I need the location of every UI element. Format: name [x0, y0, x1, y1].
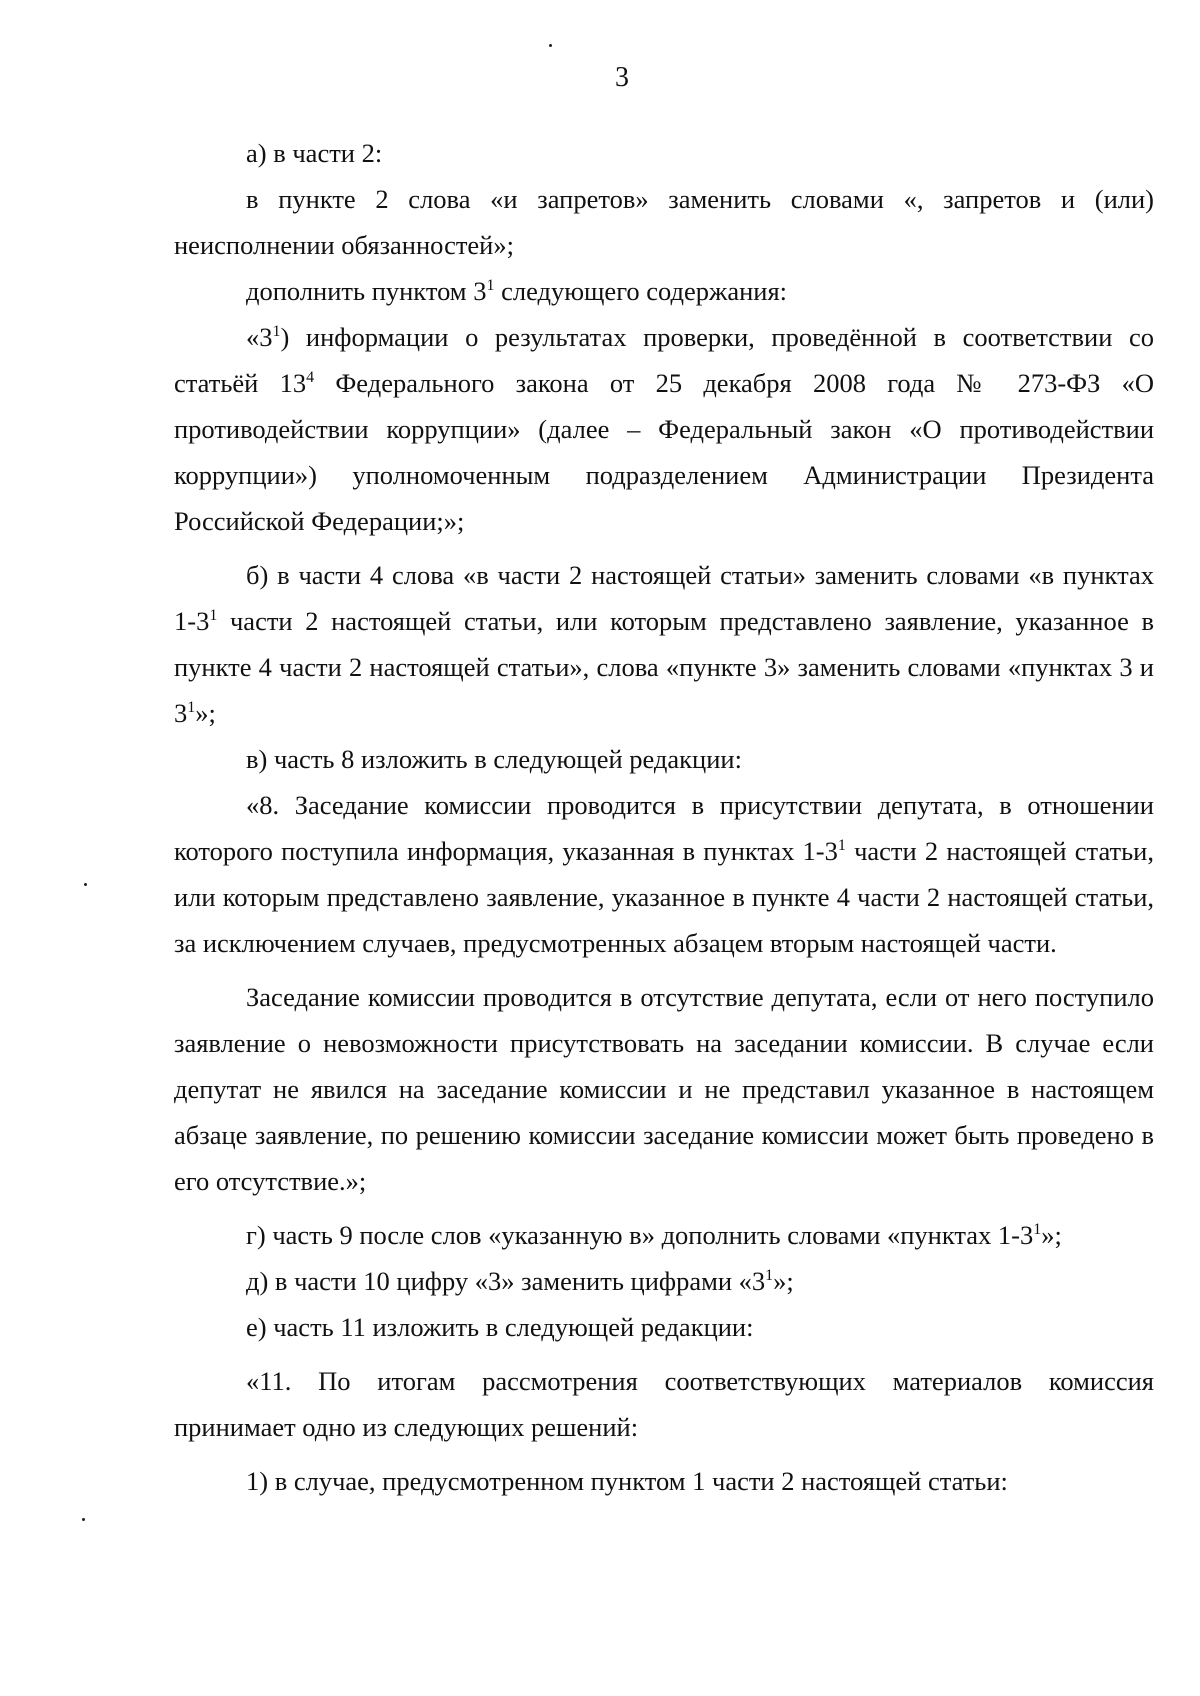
- paragraph-g-part9: [174, 1212, 1154, 1258]
- superscript: 4: [306, 369, 315, 386]
- text-fragment: Федерального закона от 25 декабря 2008 года № 273-ФЗ «О противодействии коррупции» (далее – Федеральный закон «О противодействии коррупции») уполномоченным подразделением Администрации Президента Российской Федерации;»;: [174, 368, 1154, 536]
- superscript: 1: [187, 699, 196, 716]
- text-fragment: следующего содержания:: [494, 276, 788, 306]
- paragraph-case-point1: 1) в случае, предусмотренном пунктом 1 части 2 настоящей статьи:: [246, 1466, 1008, 1496]
- paragraph-part11-content: «11. По итогам рассмотрения соответствующих материалов комиссия принимает одно из следующих решений:: [174, 1366, 1154, 1442]
- superscript: 1: [765, 1267, 774, 1284]
- text-fragment: «8. Заседание комиссии проводится в присутствии депутата, в отношении которого поступила информация, указанная в пунктах 1-3: [174, 790, 1154, 866]
- paragraph-d-part10: [174, 1258, 1154, 1304]
- text-fragment: дополнить пунктом 3: [246, 276, 487, 306]
- text-fragment: б) в части 4 слова «в части 2 настоящей статьи» заменить словами «в пунктах 1-3: [174, 560, 1154, 636]
- superscript: 1: [209, 607, 218, 624]
- text-fragment: »;: [195, 698, 216, 728]
- paragraph-b-part4: [174, 552, 1154, 736]
- paragraph-point2-replace: в пункте 2 слова «и запретов» заменить словами «, запретов и (или) неисполнении обязанностей»;: [174, 184, 1154, 260]
- paragraph-add-point31: [174, 268, 1154, 314]
- paragraph-a-part2: а) в части 2:: [246, 138, 383, 168]
- paragraph-e-part11: е) часть 11 изложить в следующей редакции:: [246, 1312, 754, 1342]
- superscript: 1: [837, 837, 846, 854]
- paragraph-absence-session: Заседание комиссии проводится в отсутствие депутата, если от него поступило заявление о невозможности присутствовать на заседании комиссии. В случае если депутат не явился на заседание комиссии и не представил указанное в настоящем абзаце заявление, по решению комиссии заседание комиссии может быть проведено в его отсутствие.»;: [174, 982, 1154, 1196]
- page-number: 3: [615, 62, 629, 93]
- text-fragment: д) в части 10 цифру «3» заменить цифрами «3: [246, 1266, 766, 1296]
- text-fragment: »;: [773, 1266, 794, 1296]
- paragraph-point31-content: [174, 314, 1154, 544]
- text-fragment: ) информации о результатах проверки, проведённой в соответствии со статьёй 13: [174, 322, 1154, 398]
- text-fragment: г) часть 9 после слов «указанную в» дополнить словами «пунктах 1-3: [246, 1220, 1034, 1250]
- scan-speck: [82, 1518, 85, 1521]
- superscript: 1: [1033, 1221, 1042, 1238]
- superscript: 1: [486, 277, 495, 294]
- paragraph-part8-content: [174, 782, 1154, 966]
- paragraph-v-part8: в) часть 8 изложить в следующей редакции:: [246, 744, 742, 774]
- text-fragment: части 2 настоящей статьи, или которым представлено заявление, указанное в пункте 4 части 2 настоящей статьи, за исключением случаев, предусмотренных абзацем вторым настоящей части.: [174, 836, 1154, 958]
- text-fragment: «3: [246, 322, 273, 352]
- superscript: 1: [272, 323, 281, 340]
- document-body: [174, 130, 1154, 1504]
- text-fragment: »;: [1041, 1220, 1062, 1250]
- scan-speck: [84, 883, 87, 886]
- text-fragment: части 2 настоящей статьи, или которым представлено заявление, указанное в пункте 4 части 2 настоящей статьи», слова «пункте 3» заменить словами «пунктах 3 и 3: [174, 606, 1154, 728]
- scan-speck: [549, 44, 552, 47]
